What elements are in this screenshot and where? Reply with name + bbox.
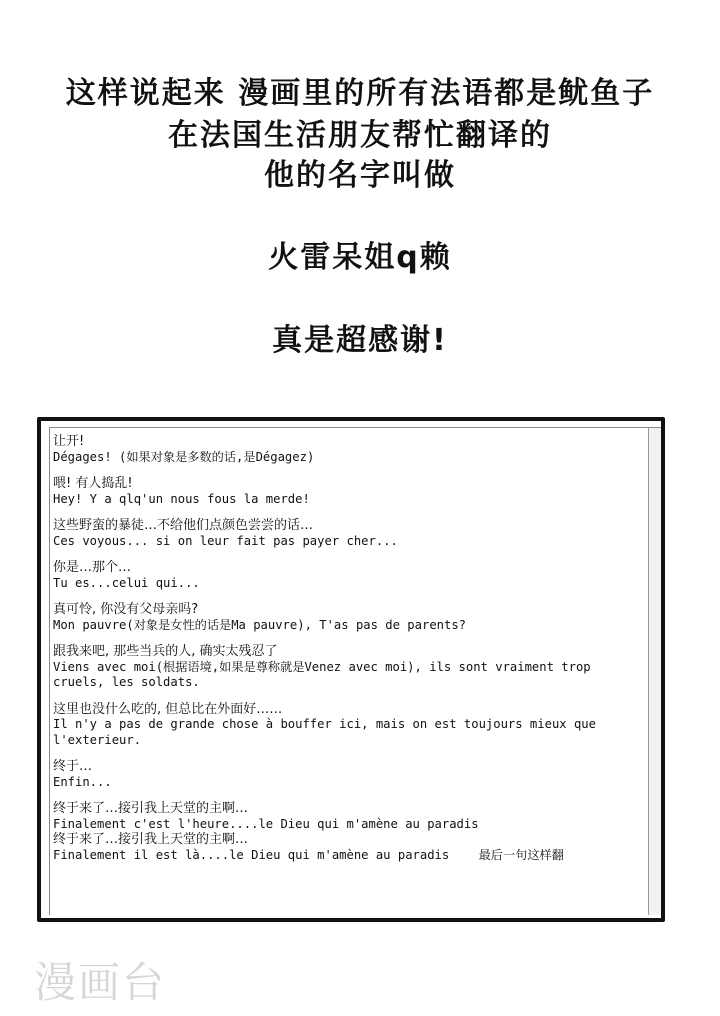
french-line: Finalement c'est l'heure....le Dieu qui m'amène au paradis bbox=[53, 816, 479, 831]
watermark-logo: 漫画台 bbox=[34, 958, 167, 1007]
french-line: Mon pauvre(对象是女性的话是Ma pauvre), T'as pas de parents? bbox=[53, 617, 467, 632]
intro-line-2: 在法国生活朋友帮忙翻译的 bbox=[168, 118, 552, 153]
intro-line-1: 这样说起来 漫画里的所有法语都是鱿鱼子 bbox=[65, 76, 655, 111]
chinese-line: 跟我来吧, 那些当兵的人, 确实太残忍了 bbox=[53, 644, 278, 659]
intro-line-3: 他的名字叫做 bbox=[264, 158, 456, 193]
french-line: Ces voyous... si on leur fait pas payer cher... bbox=[53, 533, 398, 548]
list-item bbox=[53, 434, 643, 465]
french-line: Hey! Y a qlq'un nous fous la merde! bbox=[53, 491, 310, 506]
chinese-line: 终于… bbox=[53, 759, 93, 774]
list-item bbox=[53, 801, 643, 832]
french-line: Il n'y a pas de grande chose à bouffer ici, mais on est toujours mieux que l'exterieur. bbox=[53, 717, 596, 747]
translation-list bbox=[53, 434, 643, 874]
french-line: Viens avec moi(根据语境,如果是尊称就是Venez avec moi), ils sont vraiment trop cruels, les soldats. bbox=[53, 659, 591, 689]
chinese-line: 真可怜, 你没有父母亲吗? bbox=[53, 602, 199, 617]
list-item bbox=[53, 832, 643, 863]
chinese-line: 这里也没什么吃的, 但总比在外面好…… bbox=[53, 701, 283, 717]
list-item bbox=[53, 644, 643, 691]
vertical-scrollbar[interactable] bbox=[648, 428, 661, 915]
list-item bbox=[53, 702, 643, 749]
thanks-text: 真是超感谢! bbox=[272, 323, 448, 358]
french-line: Dégages! (如果对象是多数的话,是Dégagez) bbox=[53, 449, 315, 464]
list-item bbox=[53, 560, 643, 591]
chinese-line: 让开! bbox=[53, 434, 85, 449]
list-item bbox=[53, 476, 643, 507]
translation-screenshot-frame bbox=[37, 417, 665, 922]
list-item bbox=[53, 602, 643, 633]
french-line: Finalement il est là....le Dieu qui m'amène au paradis 最后一句这样翻 bbox=[53, 847, 564, 862]
french-line: Enfin... bbox=[53, 774, 112, 789]
chinese-line: 这些野蛮的暴徒…不给他们点颜色尝尝的话… bbox=[53, 518, 314, 533]
list-item bbox=[53, 518, 643, 549]
chinese-line: 你是…那个… bbox=[53, 560, 132, 575]
list-item bbox=[53, 759, 643, 790]
french-line: Tu es...celui qui... bbox=[53, 575, 200, 590]
chinese-line: 终于来了…接引我上天堂的主啊… bbox=[53, 832, 249, 847]
translator-name: 火雷呆姐q赖 bbox=[268, 240, 452, 275]
chinese-line: 终于来了…接引我上天堂的主啊… bbox=[53, 801, 249, 816]
chinese-line: 喂! 有人捣乱! bbox=[53, 476, 133, 491]
text-editor-panel bbox=[49, 427, 661, 915]
